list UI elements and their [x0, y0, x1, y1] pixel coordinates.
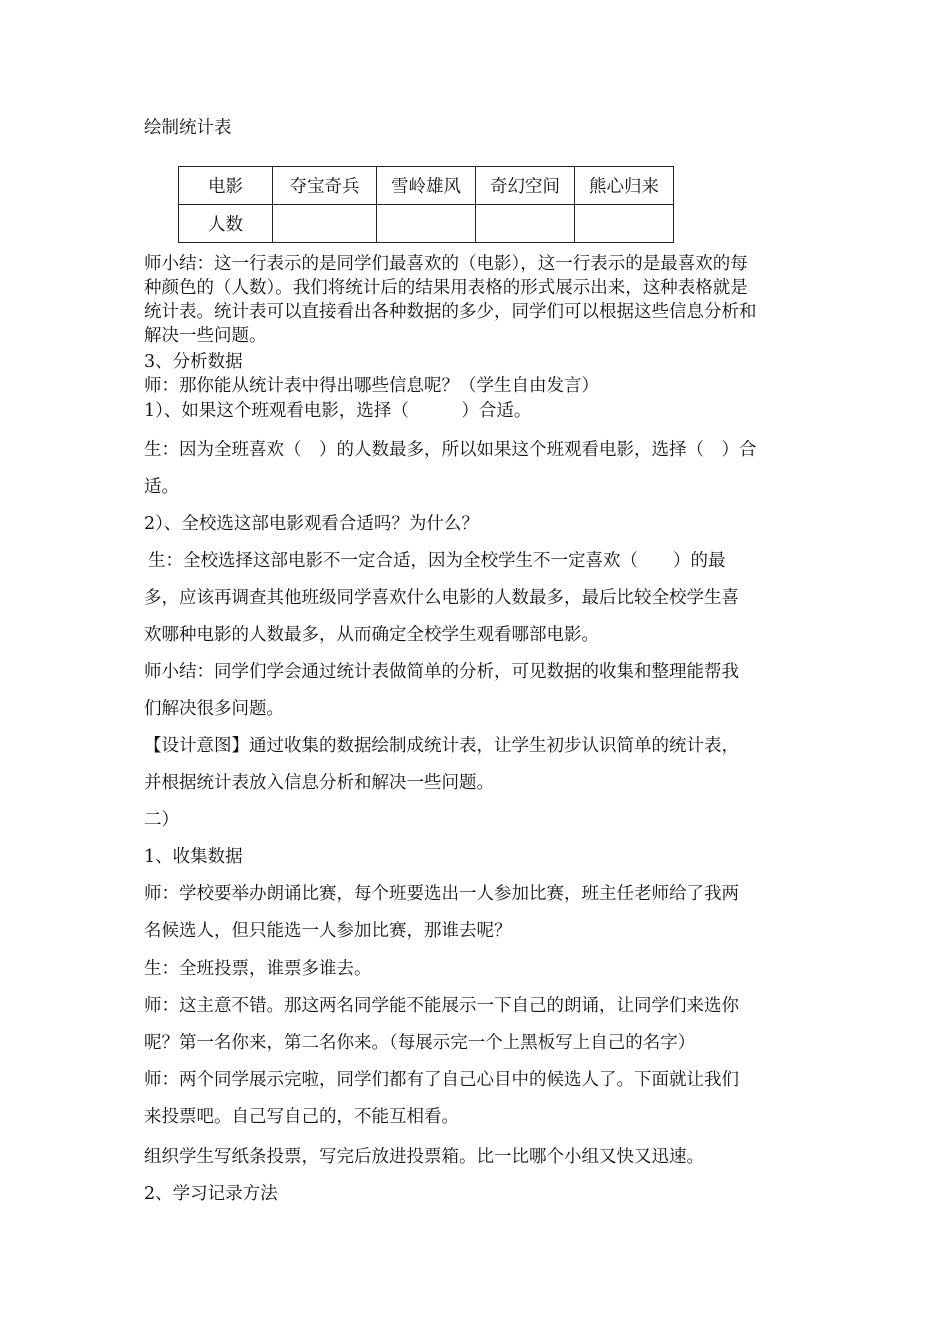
table-cell: 雪岭雄风	[377, 167, 476, 205]
text-line: 呢？第一名你来，第二名你来。（每展示完一个上黑板写上自己的名字）	[144, 1033, 696, 1053]
text-line: 名候选人，但只能选一人参加比赛，那谁去呢？	[144, 921, 512, 941]
text-line: 们解决很多问题。	[144, 699, 284, 719]
text-line: 师：那你能从统计表中得出哪些信息呢？（学生自由发言）	[144, 376, 599, 396]
table-cell: 电影	[179, 167, 273, 205]
text-line: 欢哪种电影的人数最多，从而确定全校学生观看哪部电影。	[144, 625, 599, 645]
text-line: 2、学习记录方法	[144, 1184, 278, 1204]
table-cell: 夺宝奇兵	[273, 167, 377, 205]
text-line: 3、分析数据	[144, 352, 243, 372]
text-line: 种颜色的（人数）。我们将统计后的结果用表格的形式展示出来，这种表格就是	[144, 278, 748, 298]
text-line: 解决一些问题。	[144, 326, 267, 346]
statistics-table	[178, 166, 674, 243]
table-cell	[575, 205, 674, 243]
text-line: 生：全班投票，谁票多谁去。	[144, 959, 372, 979]
text-line: 师：学校要举办朗诵比赛，每个班要选出一人参加比赛，班主任老师给了我两	[144, 884, 739, 904]
text-line: 生：全校选择这部电影不一定合适，因为全校学生不一定喜欢（ ）的最	[148, 551, 726, 571]
table-cell	[273, 205, 377, 243]
table-cell	[377, 205, 476, 243]
text-line: 【设计意图】通过收集的数据绘制成统计表，让学生初步认识简单的统计表，	[144, 736, 739, 756]
text-line: 1、收集数据	[144, 847, 243, 867]
table-row	[179, 167, 674, 205]
text-line: 统计表。统计表可以直接看出各种数据的多少，同学们可以根据这些信息分析和	[144, 302, 757, 322]
text-line: 并根据统计表放入信息分析和解决一些问题。	[144, 773, 494, 793]
text-line: 组织学生写纸条投票，写完后放进投票箱。比一比哪个小组又快又迅速。	[144, 1147, 704, 1167]
text-line: 适。	[144, 477, 179, 497]
text-line: 师小结：这一行表示的是同学们最喜欢的（电影），这一行表示的是最喜欢的每	[144, 254, 748, 274]
text-line: 生：因为全班喜欢（ ）的人数最多，所以如果这个班观看电影，选择（ ）合	[144, 440, 757, 460]
text-line: 二）	[144, 810, 179, 830]
text-line: 2）、全校选这部电影观看合适吗？为什么？	[144, 514, 479, 534]
table-cell: 熊心归来	[575, 167, 674, 205]
text-line: 师小结：同学们学会通过统计表做简单的分析，可见数据的收集和整理能帮我	[144, 662, 739, 682]
table-cell: 人数	[179, 205, 273, 243]
section-heading: 绘制统计表	[144, 118, 232, 138]
text-line: 师：这主意不错。那这两名同学能不能展示一下自己的朗诵，让同学们来选你	[144, 996, 739, 1016]
text-line: 来投票吧。自己写自己的，不能互相看。	[144, 1107, 459, 1127]
table-cell	[476, 205, 575, 243]
text-line: 多，应该再调查其他班级同学喜欢什么电影的人数最多，最后比较全校学生喜	[144, 588, 739, 608]
text-line: 师：两个同学展示完啦，同学们都有了自己心目中的候选人了。下面就让我们	[144, 1070, 739, 1090]
table-row	[179, 205, 674, 243]
table-cell: 奇幻空间	[476, 167, 575, 205]
text-line: 1）、如果这个班观看电影，选择（ ）合适。	[144, 401, 532, 421]
